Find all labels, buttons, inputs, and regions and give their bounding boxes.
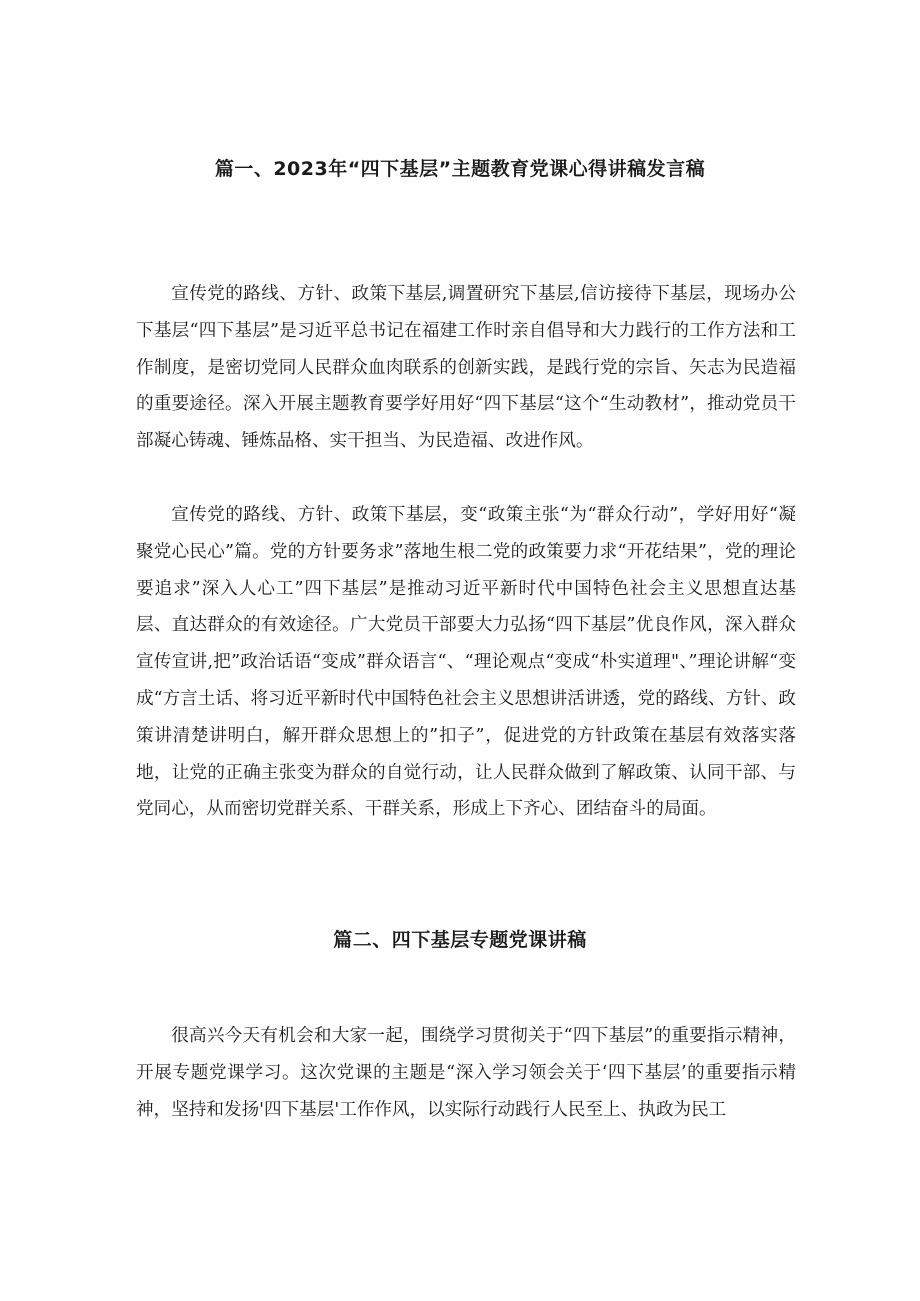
section1-paragraph-2: 宣传党的路线、方针、政策下基层，变“政策主张“为“群众行动”，学好用好“凝聚党心民心”篇。党的方针要务求”落地生根二党的政策要力求“开花结果”，党的理论要追求”深入人心工”四下基层”是推动习近平新时代中国特色社会主义思想直达基层、直达群众的有效途径。广大党员干部要大力弘扬“四下基层”优良作风，深入群众宣传宣讲,把”政治话语“变成”群众语言“、“理论观点“变成“朴实道理"、”理论讲解“变成“方言土话、将习近平新时代中国特色社会主义思想讲活讲透，党的路线、方针、政策讲清楚讲明白，解开群众思想上的”扣子”，促进党的方针政策在基层有效落实落地，让党的正确主张变为群众的自觉行动，让人民群众做到了解政策、认同干部、与党同心，从而密切党群关系、干群关系，形成上下齐心、团结奋斗的局面。 <box>136 505 796 820</box>
section1-title: 篇一、2023年“四下基层”主题教育党课心得讲稿发言稿 <box>214 158 706 180</box>
section2-title: 篇二、四下基层专题党课讲稿 <box>333 929 587 951</box>
section1-paragraph-1: 宣传党的路线、方针、政策下基层,调置研究下基层,信访接待下基层，现场办公下基层“四下基层”是习近平总书记在福建工作时亲自倡导和大力践行的工作方法和工作制度，是密切党同人民群众血肉联系的创新实践，是践行党的宗旨、矢志为民造福的重要途径。深入开展主题教育要学好用好“四下基层“这个“生动教材”，推动党员干部凝心铸魂、锤炼品格、实干担当、为民造福、改进作风。 <box>136 284 796 452</box>
section2-paragraph-1: 很高兴今天有机会和大家一起，围绕学习贯彻关于“四下基层”的重要指示精神，开展专题党课学习。这次党课的主题是“深入学习领会关于‘四下基层’的重要指示精神，坚持和发扬'四下基层'工作作风，以实际行动践行人民至上、执政为民工 <box>136 1026 796 1120</box>
